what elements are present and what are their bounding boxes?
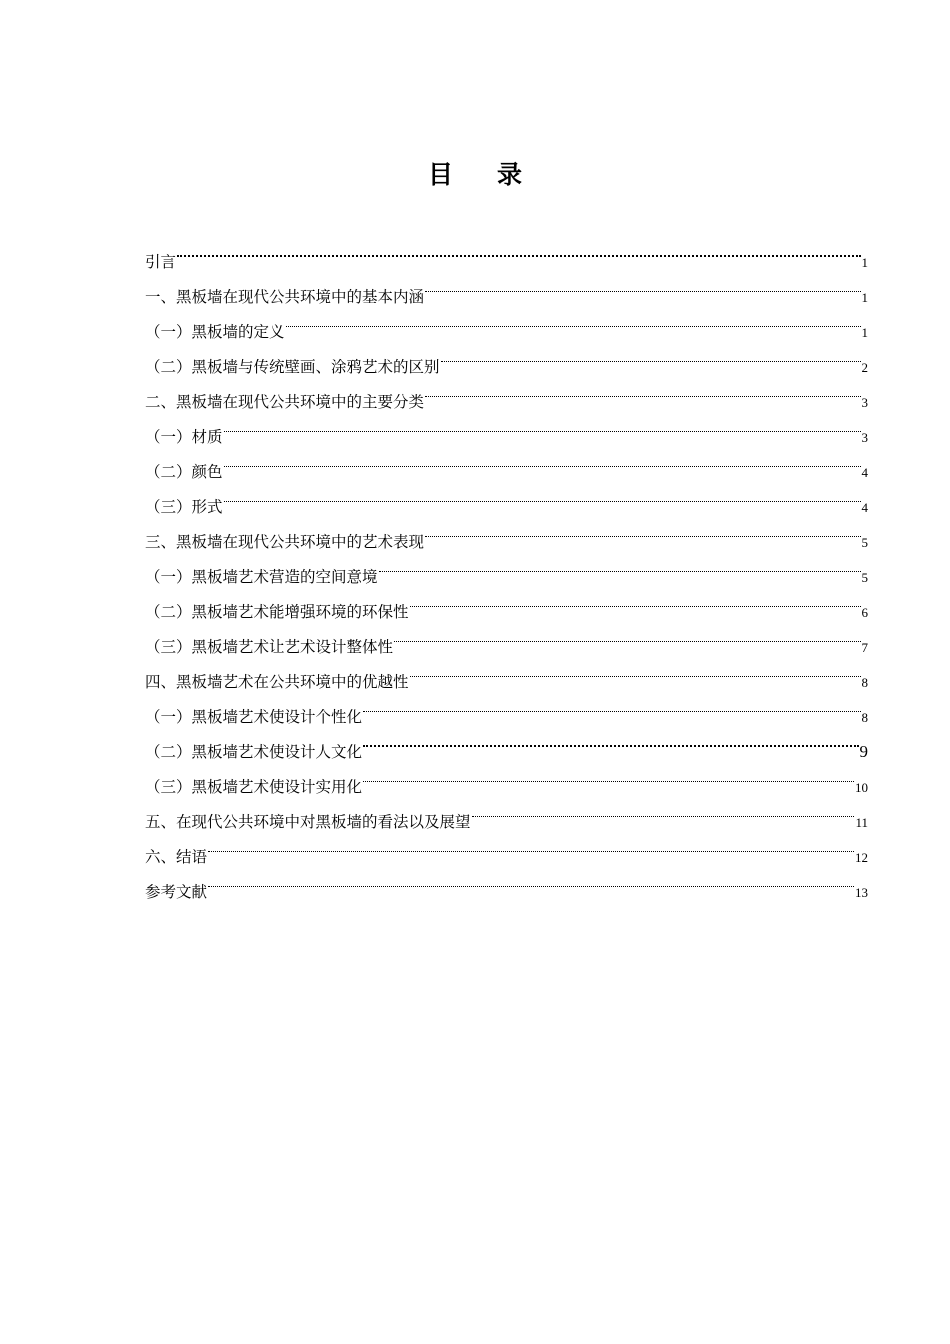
toc-entry-label: 一、黑板墙在现代公共环境中的基本内涵 — [145, 288, 425, 306]
toc-entry-page: 10 — [855, 780, 868, 795]
toc-entry-page: 2 — [861, 360, 868, 375]
dot-leader — [177, 232, 860, 267]
toc-entry-label: （三）黑板墙艺术使设计实用化 — [145, 778, 363, 796]
dot-leader — [224, 477, 861, 512]
toc-entry-page: 3 — [861, 395, 868, 410]
toc-entry-page: 1 — [861, 290, 868, 305]
toc-entry[interactable] — [145, 407, 868, 446]
toc-entry[interactable] — [145, 442, 868, 481]
toc-entry-label: （二）颜色 — [145, 463, 223, 481]
dot-leader — [379, 547, 861, 582]
toc-entry-page: 9 — [859, 742, 868, 761]
toc-entry-label: （一）材质 — [145, 428, 223, 446]
toc-entry-page: 5 — [861, 570, 868, 585]
toc-entry-page: 1 — [861, 325, 868, 340]
toc-entry-page: 8 — [861, 710, 868, 725]
toc-entry-page: 3 — [861, 430, 868, 445]
toc-entry-label: （二）黑板墙与传统壁画、涂鸦艺术的区别 — [145, 358, 440, 376]
toc-entry-page: 8 — [861, 675, 868, 690]
toc-entry-page: 11 — [855, 815, 868, 830]
toc-entry-page: 1 — [861, 255, 868, 270]
dot-leader — [425, 372, 860, 407]
title-char-1: 目 — [427, 160, 453, 189]
toc-entry-label: 六、结语 — [145, 848, 208, 866]
toc-entry-label: 五、在现代公共环境中对黑板墙的看法以及展望 — [145, 813, 471, 831]
title-char-2: 录 — [497, 160, 523, 189]
toc-entry-label: （二）黑板墙艺术使设计人文化 — [145, 743, 363, 761]
toc-entry[interactable] — [145, 862, 868, 901]
toc-entry-page: 6 — [861, 605, 868, 620]
toc-entry[interactable] — [145, 477, 868, 516]
dot-leader — [472, 792, 855, 827]
table-of-contents — [145, 232, 868, 901]
dot-leader — [363, 687, 860, 722]
toc-entry[interactable] — [145, 232, 868, 271]
toc-entry-page: 13 — [855, 885, 868, 900]
toc-entry-page: 12 — [855, 850, 868, 865]
toc-entry-label: （一）黑板墙艺术使设计个性化 — [145, 708, 363, 726]
dot-leader — [286, 302, 861, 337]
dot-leader — [224, 407, 861, 442]
toc-entry-label: 二、黑板墙在现代公共环境中的主要分类 — [145, 393, 425, 411]
toc-entry[interactable] — [145, 827, 868, 866]
dot-leader — [410, 582, 861, 617]
dot-leader — [410, 652, 861, 687]
toc-entry-label: （三）形式 — [145, 498, 223, 516]
toc-entry-label: （一）黑板墙艺术营造的空间意境 — [145, 568, 378, 586]
toc-entry-label: 参考文献 — [145, 883, 208, 901]
dot-leader — [425, 267, 860, 302]
dot-leader — [394, 617, 860, 652]
toc-entry[interactable] — [145, 512, 868, 551]
toc-entry-page: 7 — [861, 640, 868, 655]
toc-entry-label: 四、黑板墙艺术在公共环境中的优越性 — [145, 673, 409, 691]
dot-leader — [208, 862, 854, 897]
toc-entry-label: 引言 — [145, 253, 177, 271]
toc-entry-page: 4 — [861, 465, 868, 480]
dot-leader — [363, 722, 858, 757]
toc-entry-label: （一）黑板墙的定义 — [145, 323, 285, 341]
toc-entry-label: 三、黑板墙在现代公共环境中的艺术表现 — [145, 533, 425, 551]
dot-leader — [224, 442, 861, 477]
toc-entry-label: （三）黑板墙艺术让艺术设计整体性 — [145, 638, 394, 656]
toc-entry-label: （二）黑板墙艺术能增强环境的环保性 — [145, 603, 409, 621]
dot-leader — [425, 512, 860, 547]
toc-entry-page: 5 — [861, 535, 868, 550]
dot-leader — [208, 827, 854, 862]
page-title — [0, 158, 950, 192]
toc-entry-page: 4 — [861, 500, 868, 515]
dot-leader — [363, 757, 854, 792]
toc-entry[interactable] — [145, 267, 868, 306]
dot-leader — [441, 337, 861, 372]
